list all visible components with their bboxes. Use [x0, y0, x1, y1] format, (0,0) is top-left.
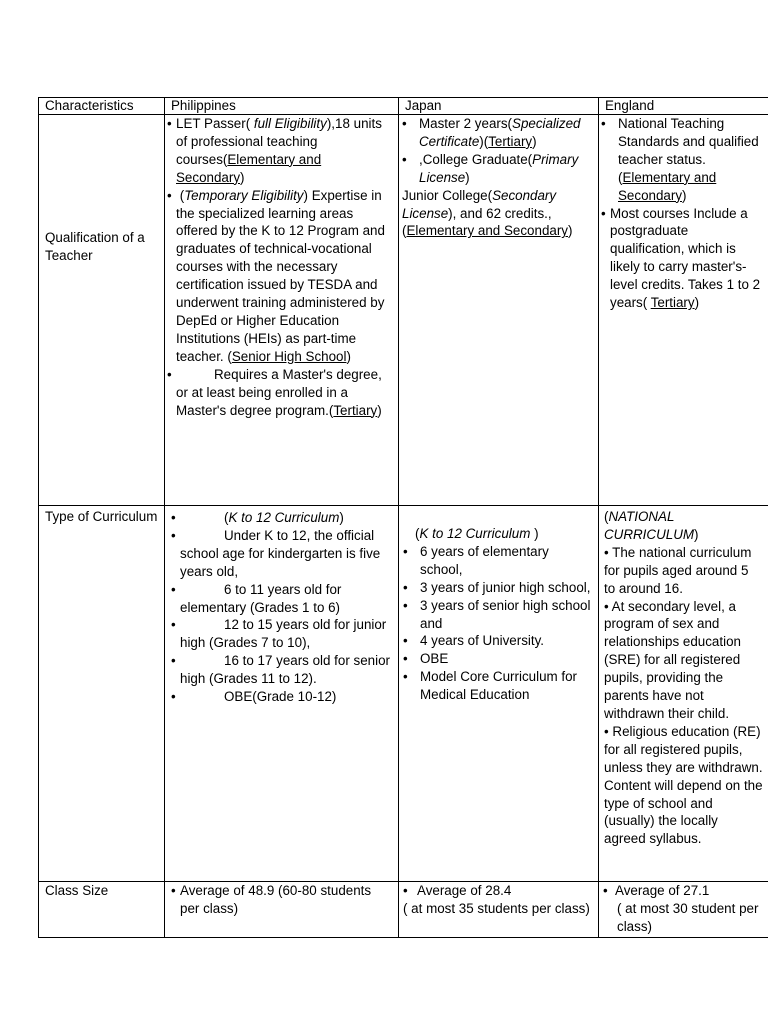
- row-qualification: [39, 115, 768, 506]
- ph-qual-item-1: • LET Passer( full Eligibility),18 units of professional teaching courses(Elementary and Secondary): [167, 116, 382, 185]
- bullet-icon: •: [171, 510, 176, 525]
- en-qual-item-1: • National Teaching Standards and qualified teacher status. (Elementary and Secondary): [601, 116, 759, 203]
- en-class-size-item: • Average of 27.1: [603, 883, 710, 898]
- jp-class-size-item: • Average of 28.4: [403, 883, 512, 898]
- jp-curr-item-4: • 4 years of University.: [403, 633, 545, 649]
- cell-ph-class-size: [165, 882, 399, 938]
- bullet-icon: •: [171, 689, 176, 705]
- header-philippines: Philippines: [165, 98, 399, 115]
- comparison-table: [38, 97, 768, 938]
- bullet-icon: •: [601, 116, 606, 131]
- ph-qual-item-2: • (Temporary Eligibility) Expertise in the specialized learning areas offered by the K to 12 Program and graduates of technical-vocational courses with the necessary certification issued by TESDA and underwent training administered by DepEd or Higher Education Institutions (HEIs) as part-time teacher. (Senior High School): [167, 187, 385, 364]
- bullet-icon: •: [403, 883, 408, 898]
- jp-curr-intro: (K to 12 Curriculum ): [415, 526, 539, 541]
- header-england: England: [599, 98, 768, 115]
- jp-curr-item-5: • OBE: [403, 651, 449, 667]
- bullet-icon: •: [603, 883, 608, 898]
- bullet-icon: •: [403, 543, 408, 559]
- jp-curr-item-2: • 3 years of junior high school,: [403, 579, 591, 595]
- cell-jp-class-size: [399, 882, 599, 938]
- bullet-icon: •: [402, 151, 407, 167]
- bullet-icon: •: [167, 187, 172, 203]
- jp-curr-item-6: • Model Core Curriculum for Medical Education: [403, 669, 578, 703]
- jp-qual-paragraph: Junior College(Secondary License), and 62 credits., (Elementary and Secondary): [402, 187, 573, 239]
- bullet-icon: •: [403, 579, 408, 595]
- en-curr-text-1: • The national curriculum for pupils aged around 5 to around 16.: [604, 544, 752, 596]
- ph-curr-item-2: • Under K to 12, the official school age for kindergarten is five years old,: [171, 527, 381, 579]
- bullet-icon: •: [403, 651, 408, 667]
- bullet-icon: •: [402, 116, 407, 131]
- ph-curr-item-5: • 16 to 17 years old for senior high (Grades 11 to 12).: [171, 653, 390, 687]
- header-japan: Japan: [399, 98, 599, 115]
- jp-qual-item-1: • Master 2 years(Specialized Certificate)(Tertiary): [402, 116, 581, 149]
- comparison-document: [38, 97, 768, 938]
- bullet-icon: •: [403, 597, 408, 613]
- ph-class-size-item: • Average of 48.9 (60-80 students per class): [171, 883, 372, 916]
- cell-ph-qualification: [165, 115, 399, 506]
- ph-qual-item-3: • Requires a Master's degree, or at least being enrolled in a Master's degree program.(Tertiary): [167, 366, 382, 418]
- bullet-icon: •: [167, 366, 172, 382]
- row-label-class-size: Class Size: [39, 882, 165, 938]
- cell-jp-qualification: [399, 115, 599, 506]
- cell-ph-curriculum: [165, 506, 399, 882]
- row-class-size: [39, 882, 768, 938]
- en-class-size-note: ( at most 30 student per class): [617, 900, 759, 934]
- cell-en-curriculum: [599, 506, 768, 882]
- ph-curr-item-1: • (K to 12 Curriculum): [171, 510, 344, 525]
- row-curriculum: [39, 506, 768, 882]
- cell-jp-curriculum: [399, 506, 599, 882]
- bullet-icon: •: [171, 883, 176, 898]
- bullet-icon: •: [403, 669, 408, 685]
- jp-curr-item-3: • 3 years of senior high school and: [403, 597, 591, 631]
- jp-qual-item-2: • ,College Graduate(Primary License): [402, 151, 579, 185]
- ph-curr-item-3: • 6 to 11 years old for elementary (Grades 1 to 6): [171, 581, 342, 615]
- cell-en-class-size: [599, 882, 768, 938]
- en-curr-text-2: • At secondary level, a program of sex and relationships education (SRE) for all registered pupils, providing the parents have not withdrawn their child.: [604, 598, 741, 721]
- row-label-curriculum: Type of Curriculum: [39, 506, 165, 882]
- bullet-icon: •: [601, 205, 606, 221]
- jp-curr-item-1: • 6 years of elementary school,: [403, 543, 549, 577]
- header-row: [39, 98, 768, 115]
- bullet-icon: •: [171, 617, 176, 633]
- bullet-icon: •: [171, 527, 176, 543]
- en-qual-item-2: • Most courses Include a postgraduate qualification, which is likely to carry master's-level credits. Takes 1 to 2 years( Tertiary): [601, 205, 761, 311]
- bullet-icon: •: [167, 116, 172, 131]
- jp-class-size-note: ( at most 35 students per class): [403, 900, 590, 916]
- en-curr-text-3: • Religious education (RE) for all registered pupils, unless they are withdrawn. Content will depend on the type of school and (usually) the locally agreed syllabus.: [604, 723, 763, 847]
- bullet-icon: •: [403, 633, 408, 649]
- cell-en-qualification: [599, 115, 768, 506]
- ph-curr-item-6: • OBE(Grade 10-12): [171, 689, 337, 705]
- row-label-qualification: Qualification of a Teacher: [39, 115, 165, 506]
- en-curr-intro: (NATIONAL CURRICULUM): [604, 509, 699, 542]
- bullet-icon: •: [171, 653, 176, 669]
- header-characteristics: Characteristics: [39, 98, 165, 115]
- ph-curr-item-4: • 12 to 15 years old for junior high (Grades 7 to 10),: [171, 617, 387, 651]
- bullet-icon: •: [171, 581, 176, 597]
